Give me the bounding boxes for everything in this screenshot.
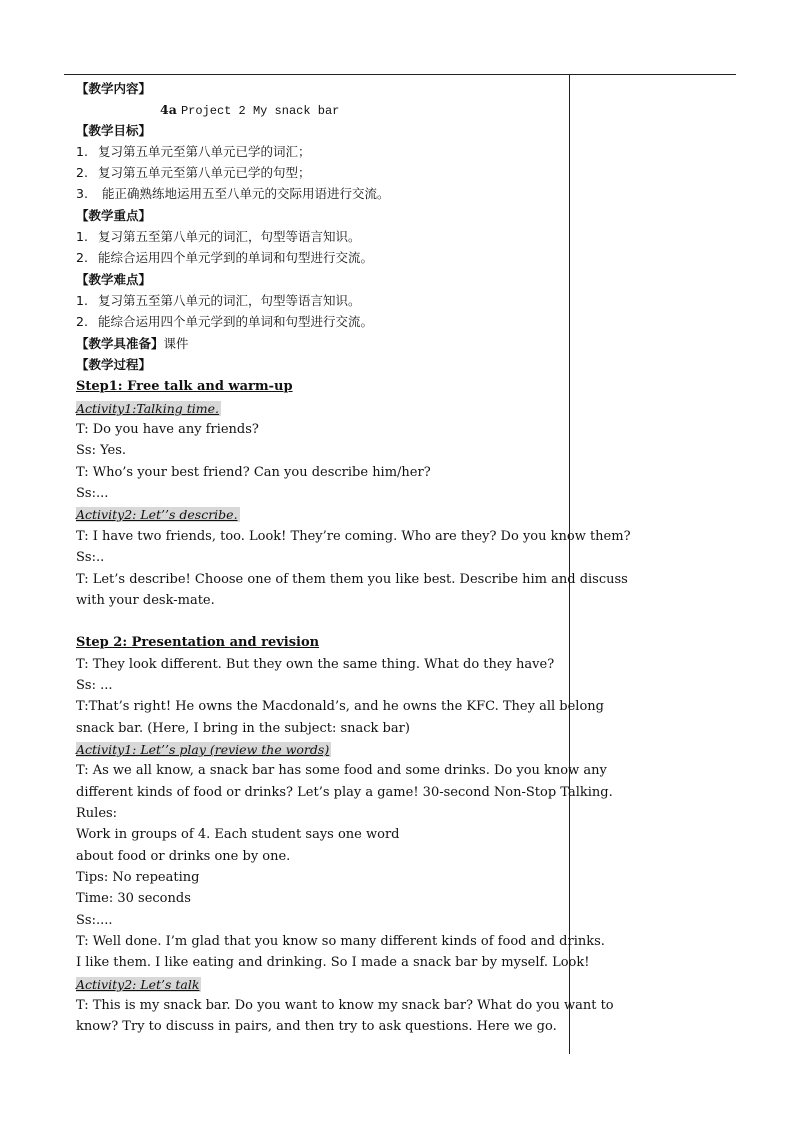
difficult-points-header: 【教学难点】	[76, 272, 152, 287]
process-header: 【教学过程】	[76, 357, 152, 372]
rules-line: Work in groups of 4. Each student says one word	[76, 827, 400, 842]
key-point-number: 2.	[76, 250, 88, 265]
goal-item	[76, 141, 311, 162]
step1-title: Step1: Free talk and warm-up	[76, 379, 293, 394]
goal-text: 能正确熟练地运用五至八单元的交际用语进行交流。	[98, 186, 390, 201]
activity-line	[76, 398, 221, 419]
dialogue-line: snack bar. (Here, I bring in the subject: snack bar)	[76, 721, 410, 736]
step1-line	[76, 376, 293, 397]
difficult-point-item	[76, 290, 361, 311]
key-point-number: 1.	[76, 229, 88, 244]
activity-line	[76, 504, 240, 525]
key-point-text: 复习第五至第八单元的词汇，句型等语言知识。	[98, 229, 361, 244]
difficult-point-number: 2.	[76, 314, 88, 329]
dialogue-line: T: They look different. But they own the same thing. What do they have?	[76, 657, 555, 672]
prep-header: 【教学具准备】	[76, 336, 164, 351]
step2-activity2-label: Activity2: Let’s talk	[76, 977, 200, 992]
step2-title: Step 2: Presentation and revision	[76, 635, 320, 650]
dialogue-line: Ss:..	[76, 550, 105, 565]
dialogue-line: Ss:...	[76, 486, 109, 501]
lesson-code: 4a	[160, 102, 177, 117]
table-column-divider	[569, 74, 570, 1054]
dialogue-line: T: Well done. I’m glad that you know so many different kinds of food and drinks.	[76, 934, 605, 949]
prep-value: 课件	[163, 336, 189, 351]
lesson-title: Project 2 My snack bar	[180, 104, 340, 118]
difficult-point-text: 复习第五至第八单元的词汇，句型等语言知识。	[98, 293, 361, 308]
activity-line	[76, 974, 201, 995]
dialogue-line: I like them. I like eating and drinking. So I made a snack bar by myself. Look!	[76, 955, 590, 970]
rules-line: about food or drinks one by one.	[76, 849, 291, 864]
step2-activity1-label: Activity1: Let’’s play (review the words)	[76, 742, 330, 757]
activity-line	[76, 739, 331, 760]
dialogue-line: Ss:....	[76, 913, 113, 928]
goal-number: 1.	[76, 144, 88, 159]
dialogue-line: Ss: Yes.	[76, 443, 127, 458]
dialogue-line: T: I have two friends, too. Look! They’re coming. Who are they? Do you know them?	[76, 529, 631, 544]
prep-line	[76, 333, 189, 354]
step1-activity2-label: Activity2: Let’’s describe.	[76, 507, 238, 522]
table-top-border	[64, 74, 736, 75]
key-points-header: 【教学重点】	[76, 208, 152, 223]
goal-text: 复习第五单元至第八单元已学的词汇；	[98, 144, 311, 159]
dialogue-line: T: Let’s describe! Choose one of them them you like best. Describe him and discuss	[76, 572, 628, 587]
difficult-point-text: 能综合运用四个单元学到的单词和句型进行交流。	[98, 314, 374, 329]
goal-item	[76, 183, 389, 204]
rules-line: Time: 30 seconds	[76, 891, 191, 906]
key-point-text: 能综合运用四个单元学到的单词和句型进行交流。	[98, 250, 374, 265]
lesson-title-line	[160, 99, 339, 120]
goal-number: 2.	[76, 165, 88, 180]
dialogue-line: different kinds of food or drinks? Let’s play a game! 30-second Non-Stop Talking.	[76, 785, 613, 800]
difficult-point-item	[76, 311, 373, 332]
step1-activity1-label: Activity1:Talking time.	[76, 401, 220, 416]
goal-number: 3.	[76, 186, 88, 201]
goal-item	[76, 162, 311, 183]
content-header: 【教学内容】	[76, 81, 152, 96]
key-point-item	[76, 247, 373, 268]
rules-line: Tips: No repeating	[76, 870, 200, 885]
step2-line	[76, 632, 319, 653]
dialogue-line: Ss: ...	[76, 678, 113, 693]
difficult-point-number: 1.	[76, 293, 88, 308]
dialogue-line: T: Do you have any friends?	[76, 422, 259, 437]
goal-text: 复习第五单元至第八单元已学的句型；	[98, 165, 311, 180]
dialogue-line: know? Try to discuss in pairs, and then try to ask questions. Here we go.	[76, 1019, 557, 1034]
rules-line: Rules:	[76, 806, 118, 821]
dialogue-line: T:That’s right! He owns the Macdonald’s, and he owns the KFC. They all belong	[76, 699, 604, 714]
key-point-item	[76, 226, 361, 247]
dialogue-line: T: This is my snack bar. Do you want to know my snack bar? What do you want to	[76, 998, 614, 1013]
dialogue-line: T: As we all know, a snack bar has some food and some drinks. Do you know any	[76, 763, 607, 778]
dialogue-line: T: Who’s your best friend? Can you describe him/her?	[76, 465, 431, 480]
dialogue-line: with your desk-mate.	[76, 593, 215, 608]
goals-header: 【教学目标】	[76, 123, 152, 138]
